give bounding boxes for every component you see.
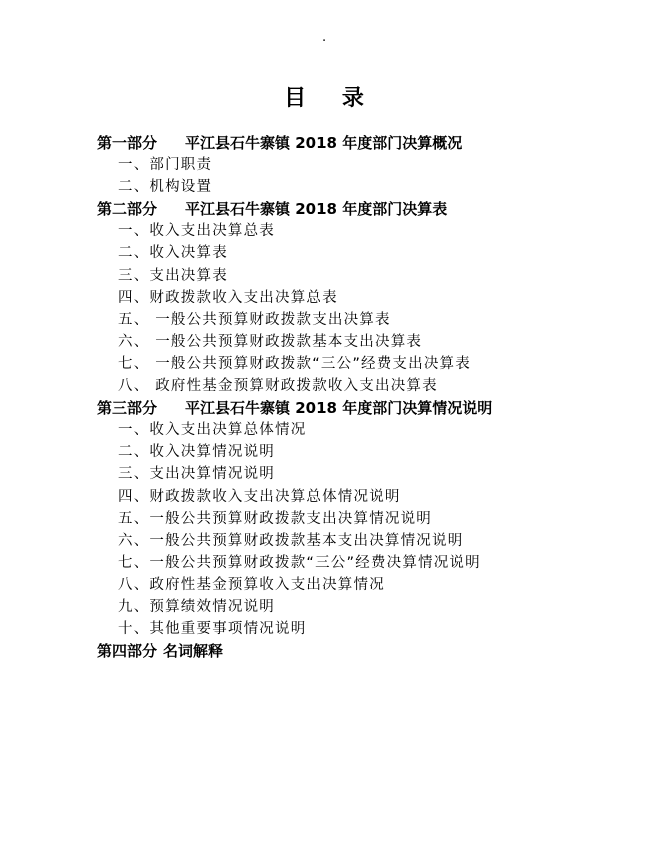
toc-part-3[interactable] (97, 397, 577, 419)
toc-item[interactable]: 六、一般公共预算财政拨款基本支出决算情况说明 (118, 532, 464, 549)
table-of-contents (97, 132, 577, 662)
top-dot-mark: . (322, 30, 327, 45)
part-title: 平江县石牛寨镇 2018 年度部门决算表 (185, 200, 448, 219)
toc-part-2[interactable] (97, 198, 577, 220)
page-title: 目 录 (284, 86, 378, 111)
toc-part-1[interactable] (97, 132, 577, 154)
part-number: 第四部分 (97, 642, 158, 661)
toc-item[interactable]: 二、收入决算情况说明 (118, 444, 275, 461)
toc-item[interactable]: 九、预算绩效情况说明 (118, 598, 275, 615)
toc-item[interactable]: 七、一般公共预算财政拨款“三公”经费决算情况说明 (118, 554, 481, 571)
toc-item[interactable]: 六、 一般公共预算财政拨款基本支出决算表 (118, 333, 423, 350)
part-title: 名词解释 (163, 642, 224, 661)
toc-item[interactable]: 一、收入支出决算总表 (118, 223, 275, 240)
part-title: 平江县石牛寨镇 2018 年度部门决算情况说明 (185, 399, 493, 418)
toc-item[interactable]: 四、财政拨款收入支出决算总体情况说明 (118, 488, 401, 505)
toc-item[interactable]: 三、支出决算表 (118, 267, 228, 284)
toc-item[interactable]: 八、政府性基金预算收入支出决算情况 (118, 576, 385, 593)
part-number: 第三部分 (97, 399, 158, 418)
part-number: 第一部分 (97, 134, 158, 152)
toc-item[interactable]: 三、支出决算情况说明 (118, 466, 275, 483)
part-number: 第二部分 (97, 200, 158, 219)
toc-item[interactable]: 五、一般公共预算财政拨款支出决算情况说明 (118, 510, 432, 527)
toc-item[interactable]: 四、财政拨款收入支出决算总表 (118, 289, 338, 306)
toc-item[interactable]: 二、机构设置 (118, 179, 213, 196)
toc-item[interactable]: 五、 一般公共预算财政拨款支出决算表 (118, 311, 391, 328)
part-title: 平江县石牛寨镇 2018 年度部门决算概况 (185, 134, 463, 152)
toc-item[interactable]: 一、收入支出决算总体情况 (118, 422, 307, 439)
toc-item[interactable]: 一、部门职责 (118, 157, 213, 174)
toc-item[interactable]: 二、收入决算表 (118, 245, 228, 262)
toc-item[interactable]: 七、 一般公共预算财政拨款“三公”经费支出决算表 (118, 355, 471, 372)
toc-part-4[interactable] (97, 640, 577, 662)
toc-item[interactable]: 八、 政府性基金预算财政拨款收入支出决算表 (118, 378, 438, 395)
toc-item[interactable]: 十、其他重要事项情况说明 (118, 621, 307, 638)
